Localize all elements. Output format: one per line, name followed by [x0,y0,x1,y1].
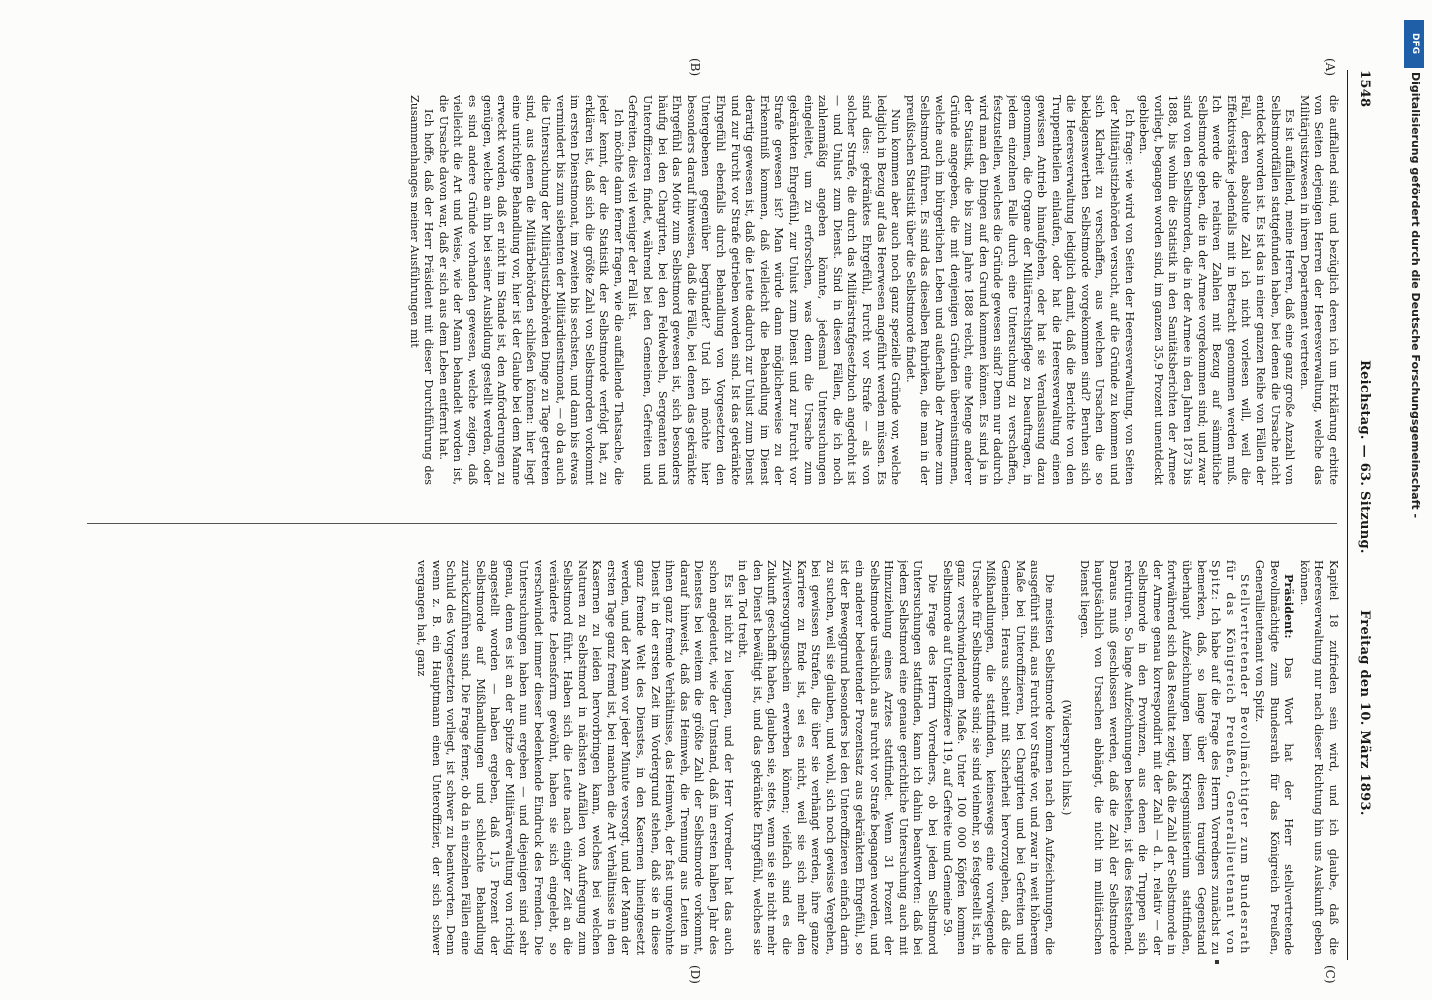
speaker-text: Das Wort hat der Herr stellvertretende Bevollmächtigte zum Bundesrath für das Königreich Preußen, Generallieutenant von Spitz. [1253,560,1296,955]
margin-marker-d: (D) [688,965,702,984]
paragraph: Nun kommen aber auch noch ganz spezielle Gründe vor, welche lediglich in Bezug auf das Heerwesen angeführt werden müssen. Es sind dies: gekränktes Ehrgefühl, Furcht vor Strafe — als von solcher Strafe, die durch das Militärstrafgesetzbuch angedroht ist — und Unlust zum Dienst. Sind in diesen Fällen, die ich noch zahlenmäßig angeben könnte, jedesmal Untersuchungen eingeleitet, um zu erforschen, was denn die Ursache zum gekränkten Ehrgefühl, zur Unlust zum Dienst und zur Furcht vor Strafe gewesen ist? Man würde dann möglicherweise zu der Erkenntniß kommen, daß vielleicht die Behandlung im Dienst derartig gewesen ist, daß die Leute dadurch zur Unlust zum Dienst und zur Furcht vor Strafe getrieben worden sind. Ist das gekränkte Ehrgefühl ebenfalls durch Behandlung von Vorgesetzten den Untergebenen gegenüber begründet? Und ich möchte hier besonders darauf hinweisen, daß die Fälle, bei denen das gekränkte Ehrgefühl das Motiv zum Selbstmord gewesen ist, sich besonders häufig bei den Chargirten, bei den Feldwebeln, Sergeanten und Unteroffizieren findet, während bei den Gemeinen, Gefreiten und Gefreiten, dies viel weniger der Fall ist. [626,95,903,485]
interjection: (Widerspruch links.) [1060,699,1074,816]
dfg-logo: DFG [1404,20,1424,68]
paragraph: Kapitel 18 zufrieden sein wird, und ich glaube, daß die Heeresverwaltung nur nach dieser Richtung hin uns Auskunft geben können. [1297,560,1340,955]
margin-marker-c: (C) [1323,965,1337,984]
header-rule [1347,70,1348,960]
paragraph: Die meisten Selbstmorde kommen nach den Aufzeichnungen, die ausgeführt sind, aus Furcht vor Strafe vor, und zwar in weit höherem Maße bei Unteroffizieren, bei Chargirten und bei Gefreiten und Gemeinen. Heraus scheint mit Sicherheit hervorzugehen, daß die Mißhandlungen, die stattfinden, keineswegs eine vorwiegende Ursache für Selbstmorde sind; sie sind vielmehr, so festgestellt ist, in ganz verschwindendem Maße. Unter 100 000 Köpfen kommen Selbstmorde auf Unteroffiziere 119, auf Gefreite und Gemeine 59. [940,560,1056,955]
margin-marker-a: (A) [1323,58,1337,77]
paragraph: Es ist auffallend, meine Herren, daß eine ganz große Anzahl von Selbstmordfällen stattgefunden haben, bei denen die Ursache nicht entdeckt worden ist. Es ist das in einer ganzen Reihe von Fällen der Fall, deren absolute Zahl ich nicht vorlesen will, weil die Effektivstärke jedenfalls mit in Betracht genommen werden muß. Ich werde die relativen Zahlen mit Bezug auf sämmtliche Selbstmorde geben, die in der Armee vorgekommen sind; und zwar sind von den Selbstmorden, die in der Armee in den Jahren 1873 bis 1888, bis wohin die Statistik in den Sanitätsberichten der Armee vorliegt, begangen worden sind, im ganzen 35,9 Prozent unentdeckt geblieben. [1137,95,1297,485]
speaker-label: Stellvertretender Bevollmächtigter zum Bundesrath für das Königreich Preußen, Generallieutenant von Spitz: [1209,560,1252,955]
paragraph: Die Frage des Herrn Vorredners, ob bei jedem Selbstmord Untersuchungen stattfinden, kann ich dahin beantworten: daß bei jedem Selbstmord eine genaue gerichtliche Untersuchung auch mit Hinzuziehung eines Arztes stattfindet. Wenn 31 Prozent der Selbstmorde ursächlich aus Furcht vor Strafe begangen worden, und ein anderer bedeutender Prozentsatz aus gekränktem Ehrgefühl, so ist der Beweggrund besonders bei den Unteroffizieren einfach darin zu suchen, weil sie glauben, und wohl, sich noch gewisse Vergehen, bei gewissen Strafen, die über sie verhängt werden, ihre ganze Karriere zu Ende ist, sei es nicht, weil sie sich mehr den Zivilversorgungsschein erwerben können; vielfach sind es die Zukunft geschafft haben, glauben sie, stets, wenn sie sie nicht mehr den Dienst bewältigt ist, und das gekränkte Ehrgefühl, welches sie in den Tod treibt. [736,560,939,955]
speaker-text: Ich habe auf die Frage des Herrn Vorredners zunächst zu bemerken, daß, so lange über diesen traurigen Gegenstand überhaupt Aufzeichnungen beim Kriegsministerium stattfinden, fortwährend sich das Resultat zeigt, daß die Zahl der Selbstmorde in der Armee genau korrespondirt mit der Zahl — d. h. relativ — der Selbstmorde in den Provinzen, aus denen die Truppen sich rekrutiren. So lange Aufzeichnungen bestehen, ist dies feststehend. Daraus muß geschlossen werden, daß die Zahl der Selbstmorde hauptsächlich von Ursachen abhängt, die nicht im militärischen Dienst liegen. [1077,560,1223,955]
speaker-paragraph [1076,560,1251,955]
president-paragraph [1251,560,1296,955]
digitization-credit: Digitalisierung gefördert durch die Deutsche Forschungsgemeinschaft - [1409,72,1422,519]
column-divider [87,523,1337,524]
paragraph: Ich hoffe, daß der Herr Präsident mit dieser Durchführung des Zusammenhanges meiner Ausführungen mit [407,95,436,485]
scan-mark [1215,960,1219,964]
page-number: 1548 [1357,70,1372,108]
session-title: Reichstag. — 63. Sitzung. [1357,360,1372,554]
left-column [80,95,1340,485]
right-column [80,560,1340,955]
paragraph: Es ist nicht zu leugnen, und der Herr Vorredner hat das auch schon angedeutet, wie der Umstand, daß im ersten halben Jahr des Dienstes bei weitem die größte Zahl der Selbstmorde vorkommt, darauf hinweist, daß das Heimweh, die Trennung aus Leuten in ihnen ganz fremde Verhältnisse, das Heimweh, der fast ungewohnte Dienst in der ersten Zeit im Vordergrund stehen, daß sie in diese ganz fremde Welt des Dienstes, in den Kasernen hineingesetzt werden, und der Mann vor jeder Minute versorgt, und der Mann der ersten Tage ganz fremd ist, bei manchen die Art Verhältnisse in den Kasernen zu leiden hervorbringen kann, welches bei welchen Naturen zu Selbstmord in nächsten Anfällen von Aufregung zum Selbstmord führt. Haben sich die Leute nach einiger Zeit an die veränderte Lebensform gewöhnt, haben sie sich eingelebt, so verschwindet immer dieser bedenkende Eindruck des Fremden. Die Untersuchungen haben nun ergeben — und diejenigen sind sehr genau, denn es ist an der Spitze der Militärverwaltung von richtig angestellt worden — haben ergeben, daß 1,5 Prozent der Selbstmorde auf Mißhandlungen und schlechte Behandlung zurückzuführen sind. Die Frage ferner, ob da in einzelnen Fällen eine Schuld des Vorgesetzten vorliegt, ist schwer zu beantworten. Denn wenn z. B. ein Hauptmann einen Unteroffizier, der sich schwer vergangen hat, ganz [415,560,735,955]
paragraph: die auffallend sind, und bezüglich deren ich um Erklärung erbitte von Seiten derjenigen Herren der Heeresverwaltung, welche das Militärjustizwesen in ihrem Departement vertreten. [1297,95,1340,485]
paragraph: Ich frage: wie wird von Seiten der Heeresverwaltung, von Seiten der Militärjustizbehörden versucht, auf die Gründe zu kommen und sich Klarheit zu verschaffen, aus welchen Ursachen die so beklagenswerthen Selbstmorde vorgekommen sind? Beruhen sich die Heeresverwaltung lediglich damit, daß die Berichte von den Truppentheilen einlaufen, oder hat die Heeresverwaltung einen gewissen Antrieb hinaufgehen, oder hat sie Veranlassung dazu genommen, die Organe der Militärrechtspflege zu beauftragen, in jedem einzelnen Falle durch eine Untersuchung zu verschaffen, festzustellen, welches die Gründe gewesen sind? Denn nur dadurch wird man den Dingen auf den Grund kommen können. Es sind ja in der Statistik, die bis zum Jahre 1888 reicht, eine Menge anderer Gründe angegeben, die mit denjenigen Gründen übereinstimmen, welche auch im bürgerlichen Leben und außerhalb der Armee zum Selbstmord führen. Es sind das dieselben Rubriken, die man in der preußischen Statistik über die Selbstmorde findet. [903,95,1136,485]
speaker-label: Präsident: [1282,574,1297,639]
page-header [1350,70,1372,970]
margin-marker-b: (B) [688,58,702,77]
session-date: Freitag den 10. März 1893. [1357,610,1372,816]
paragraph: Ich möchte dann ferner fragen, wie die auffallende Thatsache, die jeder kennt, der die Statistik der Selbstmorde verfolgt hat, zu erklären ist, daß sich die größte Zahl von Selbstmorden vorkommt im ersten Dienstmonat, im zweiten bis sechsten, und dann bis etwas vermindert bis zum siebenten der Militärdienstmonat, — ob da auch die Untersuchung der Militärjustizbehörden Dinge zu Tage getreten sind, aus denen die Militärbehörden schließen können: hier liegt eine unrichtige Behandlung vor, hier ist der Glaube bei dem Manne erweckt worden, daß er nicht im Stande ist, den Anforderungen zu genügen, welche an ihn bei seiner Ausbildung gestellt werden, oder es sind andere Gründe vorhanden gewesen, welche zeigen, daß vielleicht die Art und Weise, wie der Mann behandelt worden ist, die Ursache davon war, daß er sich aus dem Leben entfernt hat. [436,95,625,485]
